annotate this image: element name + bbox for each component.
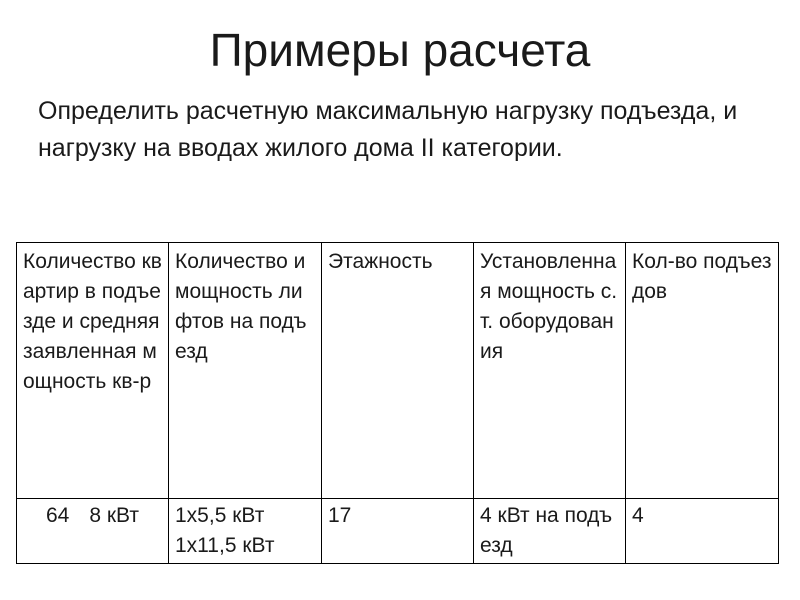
header-lifts: Количество и мощность лифтов на подъезд bbox=[169, 243, 322, 499]
header-floors: Этажность bbox=[322, 243, 474, 499]
header-entrances: Кол-во подъездов bbox=[626, 243, 779, 499]
cell-floors: 17 bbox=[322, 499, 474, 564]
lift-line-1: 1х5,5 кВт bbox=[175, 504, 265, 527]
lift-line-2: 1х11,5 кВт bbox=[175, 534, 275, 557]
header-equipment-power: Установленная мощность с.т. оборудования bbox=[474, 243, 626, 499]
cell-lifts bbox=[169, 499, 322, 564]
cell-entrances: 4 bbox=[626, 499, 779, 564]
cell-apartments bbox=[17, 499, 169, 564]
apartments-pair bbox=[23, 501, 162, 531]
task-description: Определить расчетную максимальную нагрузку подъезда, и нагрузку на вводах жилого дома II категории. bbox=[38, 97, 738, 162]
header-apartments: Количество квартир в подъезде и средняя заявленная мощность кв-р bbox=[17, 243, 169, 499]
calculation-table bbox=[16, 242, 779, 564]
slide-title: Примеры расчета bbox=[209, 24, 591, 76]
apartments-count: 64 bbox=[46, 504, 70, 527]
apartment-power: 8 кВт bbox=[89, 504, 139, 527]
table-body bbox=[17, 499, 779, 564]
table-row bbox=[17, 499, 779, 564]
header-row bbox=[17, 243, 779, 499]
cell-equipment-power: 4 кВт на подъезд bbox=[474, 499, 626, 564]
table-header bbox=[17, 243, 779, 499]
